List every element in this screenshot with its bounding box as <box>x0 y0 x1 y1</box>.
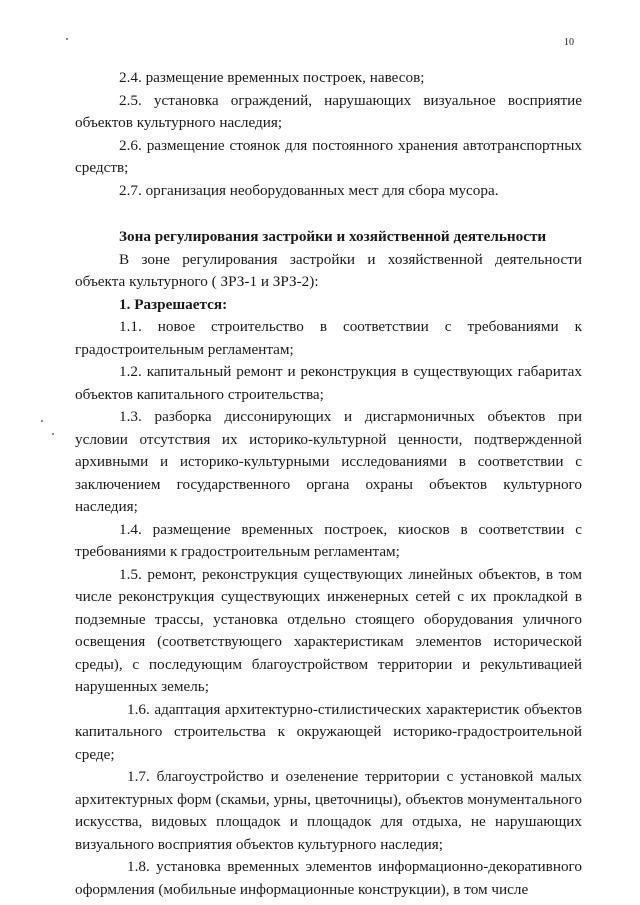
list-item: 1.3. разборка диссонирующих и дисгармоничных объектов при условии отсутствия их историко-культурной ценности, подтвержденной архивными и историко-культурными исследованиями в соответствии с заключением государственного органа охраны объектов культурного наследия; <box>75 408 582 515</box>
list-item: 1.1. новое строительство в соответствии с требованиями к градостроительным регламентам; <box>75 318 582 358</box>
list-item: 2.4. размещение временных построек, навесов; <box>119 69 425 86</box>
section-intro: В зоне регулирования застройки и хозяйственной деятельности объекта культурного ( ЗРЗ-1 и ЗРЗ-2): <box>75 250 582 290</box>
list-item: 2.6. размещение стоянок для постоянного хранения автотранспортных средств; <box>75 136 582 176</box>
list-item: 1.5. ремонт, реконструкция существующих линейных объектов, в том числе реконструкция существующих инженерных сетей с их прокладкой в подземные трассы, установка отдельно стоящего оборудования уличного освещения (соответствующего характеристикам элементов исторической среды), с последующим благоустройством территории и рекультивацией нарушенных земель; <box>75 565 582 695</box>
allowed-heading: 1. Разрешается: <box>119 295 228 313</box>
page-number: 10 <box>564 37 574 48</box>
list-item: 1.2. капитальный ремонт и реконструкция в существующих габаритах объектов капитального строительства; <box>75 363 582 403</box>
list-item: 2.5. установка ограждений, нарушающих визуальное восприятие объектов культурного наследия; <box>75 91 582 131</box>
document-body <box>75 67 582 901</box>
list-item: 1.8. установка временных элементов информационно-декоративного оформления (мобильные информационные конструкции), в том числе <box>75 858 582 898</box>
scan-speck <box>66 38 68 40</box>
section-title: Зона регулирования застройки и хозяйственной деятельности <box>119 228 547 245</box>
list-item: 1.7. благоустройство и озеленение территории с установкой малых архитектурных форм (скамьи, урны, цветочницы), объектов монументального искусства, видовых площадок и площадок для отдыха, не нарушающих визуального восприятия объектов культурного наследия; <box>75 768 582 853</box>
list-item: 2.7. организация необорудованных мест для сбора мусора. <box>119 181 499 199</box>
list-item: 1.4. размещение временных построек, киосков в соответствии с требованиями к градостроительным регламентам; <box>75 520 582 560</box>
list-item: 1.6. адаптация архитектурно-стилистических характеристик объектов капитального строительства к окружающей историко-градостроительной среде; <box>75 700 582 763</box>
scan-speck <box>41 420 43 422</box>
scan-speck <box>52 433 54 435</box>
